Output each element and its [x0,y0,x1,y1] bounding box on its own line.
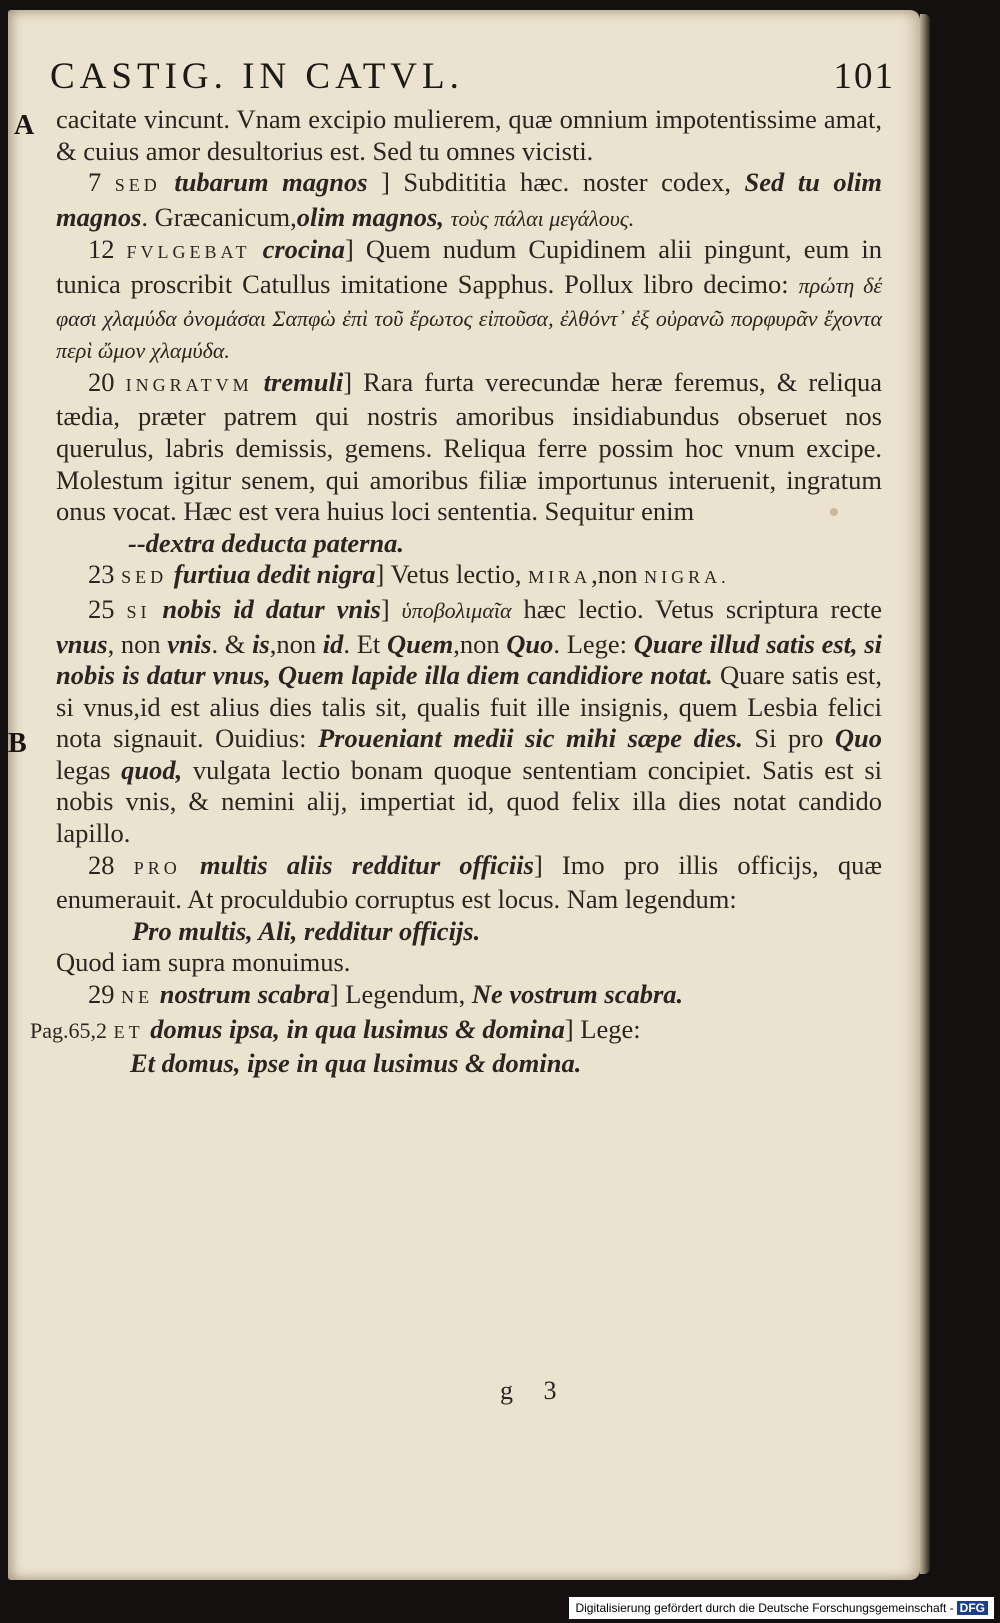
text-span: ] Subdititia hæc. noster codex, [381,167,732,198]
paragraph [56,234,882,366]
footer-text: Digitalisierung gefördert durch die Deutsche Forschungsgemeinschaft - [575,1601,954,1615]
dfg-logo-icon: DFG [957,1601,988,1615]
italic-span: Quo [506,628,554,659]
line-number: 20 [88,366,115,397]
lemma-caps: INGRATVM [125,374,253,395]
text-span: legas [56,754,111,785]
text-span: . Et [343,628,381,659]
text-span: cacitate vincunt. Vnam excipio mulierem, quæ omnium impotentissime amat, & cuius amor desultorius est. Sed tu omnes vicisti. [56,104,882,166]
italic-span: vnis [167,628,212,659]
paragraph [56,167,882,234]
greek-text: πρώτη δέ φασι χλαμύδα ὀνομάσαι Σαπφὼ ἐπὶ τοῦ ἔρωτος εἰποῦσα, ἐλθόντ᾽ ἐξ οὐρανῶ πορφυρᾶν ἔχοντα περὶ ὤμον χλαμύδα. [56,272,882,364]
lemma-caps: SED [114,175,161,196]
paragraph [56,104,882,167]
italic-span: Quare illud satis est, si nobis is datur vnus, Quem lapide illa diem candidiore notat. [56,628,882,691]
line-number: 12 [88,234,115,265]
text-span: . Lege: [553,628,628,659]
margin-letter-a: A [14,110,35,141]
lemma-italic: crocina [262,234,346,265]
text-span: ] Legendum, [329,979,466,1010]
page-reference: Pag.65,2 [30,1017,107,1043]
italic-span: Quo [834,723,883,754]
margin-letter-b: B [8,728,27,759]
lemma-italic: nobis id datur vnis [162,593,381,624]
lemma-caps: SED [121,567,168,588]
text-span: ,non [269,628,317,659]
italic-span: Ne vostrum scabra. [471,979,684,1010]
text-span: Quare satis est, si vnus,id est alius dies talis sit, qualis fuit ille insignis, quem Lesbia felici nota signauit. Ouidius: [56,660,882,754]
body-text [30,104,883,1080]
italic-span: id [322,628,344,659]
page-number: 101 [833,56,895,97]
lemma-caps: PRO [133,857,181,878]
quotation [56,528,882,560]
running-header [50,55,895,105]
line-number: 28 [88,849,115,880]
lemma-caps: FVLGEBAT [126,242,251,263]
line-number: 23 [88,559,115,590]
lemma-caps: ET [113,1021,144,1042]
line-number: 7 [88,167,102,198]
lemma-caps: SI [126,601,151,622]
text-span: ] Rara furta verecundæ heræ feremus, & reliqua tædia, præter patrem qui nostris amoribus insidiabundus obseruet nos querulus, labris demissis, gemens. Reliqua ferre possim hoc vnum excipe. Molestum igitur senem, qui amoribus filiæ importunus interuenit, ingratum onus vocat. Hæc est vera huius loci sententia. Sequitur enim [56,366,883,527]
greek-text: ὑποβολιμαῖα [401,597,512,623]
greek-text: τοὺς πάλαι μεγάλους. [450,205,635,231]
italic-span: Quem [386,628,454,659]
line-number: 29 [88,979,115,1010]
italic-span: quod, [121,754,183,785]
paragraph [56,850,882,916]
paragraph [56,979,882,1014]
lemma-caps: NE [121,987,154,1008]
paragraph [56,947,882,979]
lemma-italic: furtiua dedit nigra [173,559,376,590]
text-span: hæc lectio. Vetus scriptura recte [523,593,882,624]
header-title: CASTIG. IN CATVL. [50,56,464,97]
italic-span: vnus [56,628,108,659]
text-span: ] Vetus lectio, [375,559,522,590]
paragraph [56,559,882,594]
italic-span: is [252,628,270,659]
digitization-footer [569,1597,994,1619]
text-span: ] Lege: [564,1013,641,1044]
line-number: 25 [88,593,115,624]
caps-span: NIGRA. [644,567,730,588]
quotation [56,916,882,948]
paragraph [56,367,882,528]
text-span: . & [211,628,246,659]
italic-span: olim magnos, [296,201,444,232]
page-edge [920,14,930,1574]
lemma-italic: tremuli [263,366,344,397]
text-span: Si pro [754,723,824,754]
lemma-italic: domus ipsa, in qua lusimus & domina [150,1013,565,1044]
signature-mark: g 3 [500,1376,569,1405]
quote-text: --dextra deducta paterna. [128,527,405,558]
lemma-italic: tubarum magnos [174,167,368,198]
text-span: ,non [453,628,500,659]
italic-span: Sed tu olim magnos [56,167,883,232]
text-span: vulgata lectio bonam quoque sententiam concipiet. Satis est si nobis vnis, & nemini alij, impertiat id, quod felix illa dies notat candido lapillo. [56,754,882,849]
paragraph [30,1014,882,1049]
text-span: ,non [591,559,638,590]
italic-span: Proueniant medii sic mihi sæpe dies. [318,723,743,754]
text-span: ] Quem nudum Cupidinem alii pingunt, eum in tunica proscribit Catullus imitatione Sapphus. Pollux libro decimo: [56,234,882,299]
quote-text: Et domus, ipse in qua lusimus & domina. [130,1048,582,1079]
lemma-italic: multis aliis redditur officiis [199,849,534,880]
text-span: Quod iam supra monuimus. [56,947,351,978]
text-span: . Græcanicum, [141,201,297,232]
quote-text: Pro multis, Ali, redditur officijs. [132,915,481,946]
text-span: , non [107,628,161,659]
quotation [56,1048,882,1080]
paragraph: 25 SI nobis id datur vnis] ὑποβολιμαῖα hæc lectio. Vetus scriptura recte vnus, non vnis. & is,non id. Et Quem,non Quo. Lege: Quare illud satis est, si nobis is datur vnus, Quem lapide illa diem candidiore notat. Quare satis est, si vnus,id est alius dies talis sit, qualis fuit ille insignis, quem Lesbia felici nota signauit. Ouidius: Proueniant medii sic mihi sæpe dies. Si pro Quo legas quod, vulgata lectio bonam quoque sententiam concipiet. Satis est si nobis vnis, & nemini alij, impertiat id, quod felix illa dies notat candido lapillo. [56,593,883,849]
lemma-italic: nostrum scabra [159,979,330,1010]
text-span: ] Imo pro illis officijs, quæ enumerauit. At proculdubio corruptus est locus. Nam legendum: [56,849,882,915]
caps-span: MIRA [528,567,592,588]
